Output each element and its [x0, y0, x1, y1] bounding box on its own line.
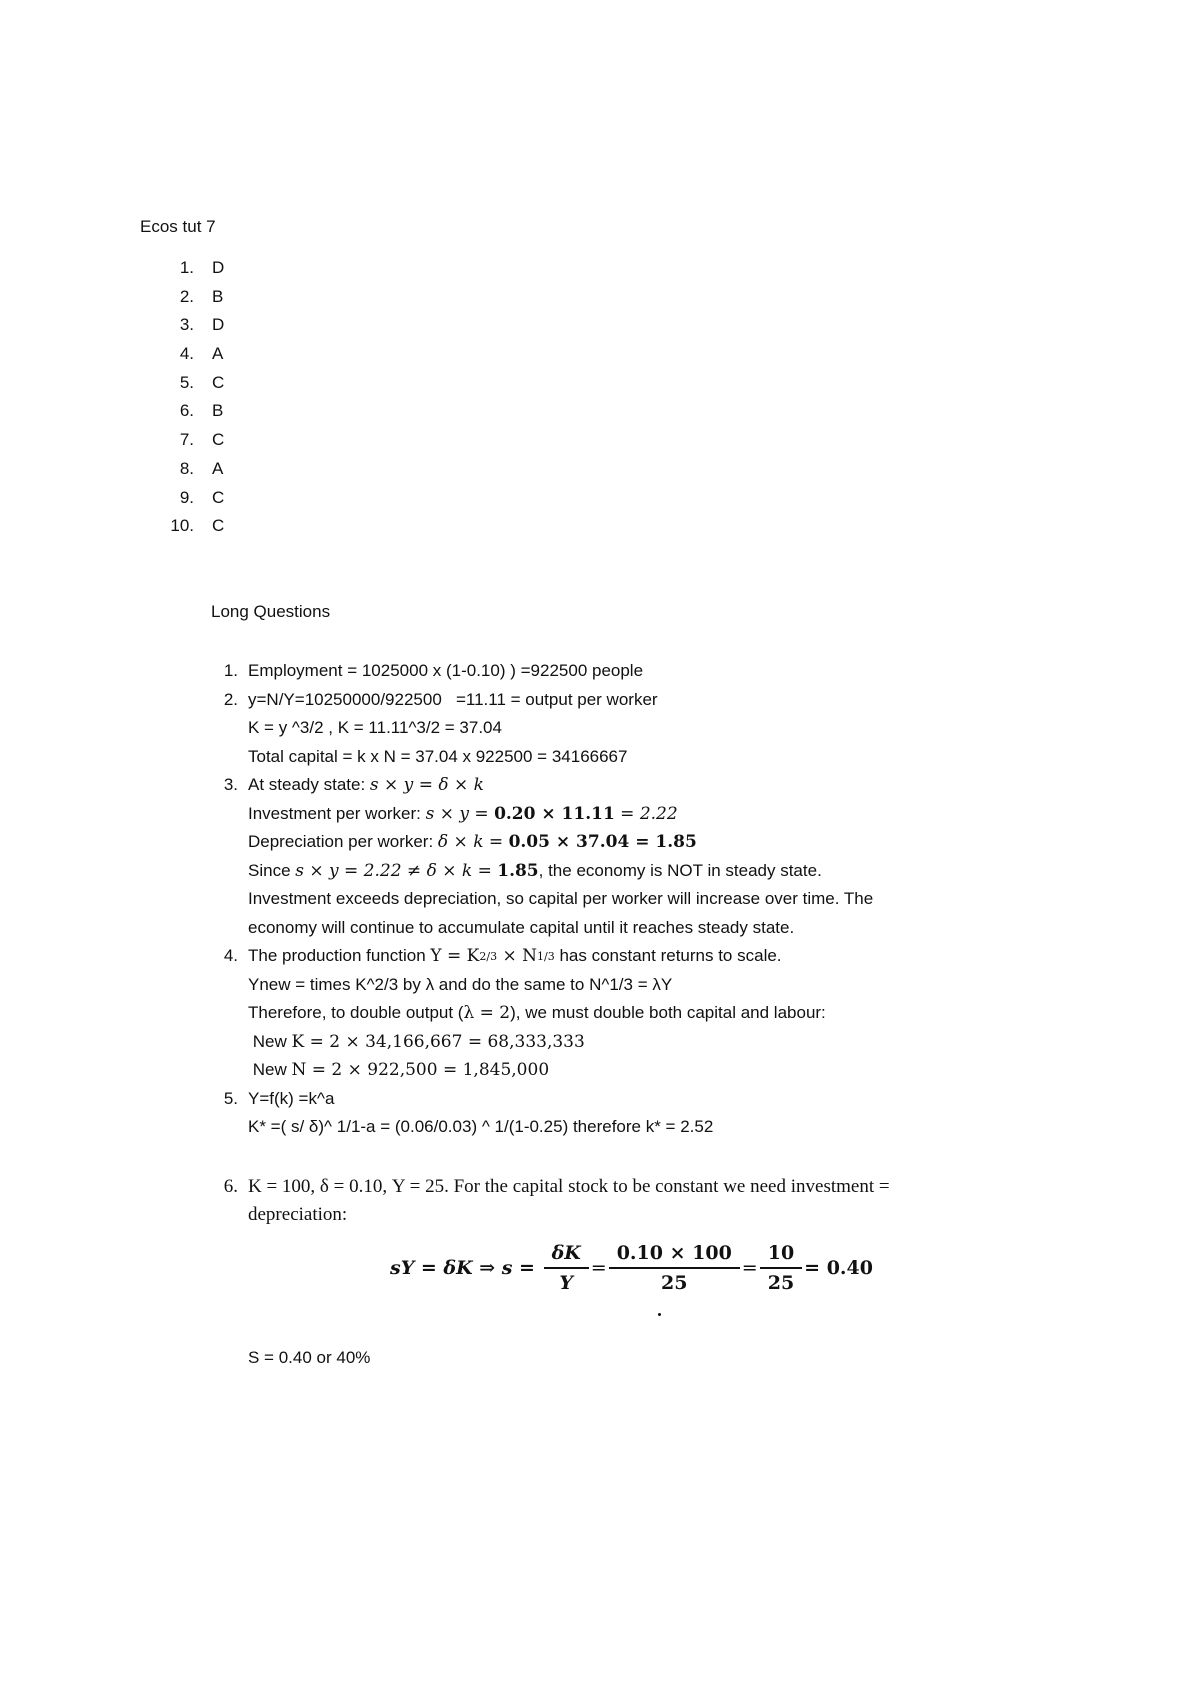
question-3-line: economy will continue to accumulate capital until it reaches steady state.	[248, 917, 795, 937]
question-3-line: Depreciation per worker: δ × k = 0.05 × 37.04 = 1.85	[248, 832, 697, 853]
list-item: 4. A	[179, 344, 224, 364]
question-1: 1. Employment = 1025000 x (1-0.10) ) =922500 people	[223, 661, 644, 681]
fraction: $\frac{10}{25}$	[764, 1242, 798, 1294]
fraction: $\frac{\delta K}{Y}$	[548, 1242, 585, 1294]
list-item: 9. C	[179, 487, 225, 507]
list-item: 10. C	[170, 516, 225, 536]
question-4-line: New K = 2 × 34,166,667 = 68,333,333	[248, 1031, 585, 1052]
question-3: 3. At steady state: s × y = δ × k	[223, 775, 484, 796]
list-item: 5. C	[179, 372, 225, 392]
list-item: 7. C	[179, 430, 225, 450]
question-5: 5. Y=f(k) =k^a	[223, 1088, 335, 1108]
question-6: 6. K = 100, δ = 0.10, Y = 25. For the capital stock to be constant we need investment = depreciation:	[223, 1176, 890, 1225]
question-4-line: New N = 2 × 922,500 = 1,845,000	[248, 1060, 550, 1081]
stray-dot	[658, 1313, 661, 1316]
question-5-line: K* =( s/ δ)^ 1/1-a = (0.06/0.03) ^ 1/(1-0.25) therefore k* = 2.52	[248, 1117, 714, 1137]
question-4: 4. The production function Y = K 2/3 × N 1/3 has constant returns to scale.	[223, 946, 782, 967]
question-4-line: Ynew = times K^2/3 by λ and do the same to N^1/3 = λY	[248, 974, 673, 994]
fraction: $\frac{0.10 \times 100}{25}$	[613, 1242, 736, 1294]
list-item: 8. A	[179, 458, 224, 478]
question-3-line: Since s × y = 2.22 ≠ δ × k = 1.85 , the economy is NOT in steady state.	[248, 860, 822, 881]
list-item: 1. D	[179, 258, 225, 277]
list-item: 3. D	[179, 315, 225, 335]
question-2-line: Total capital = k x N = 37.04 x 922500 = 34166667	[248, 746, 628, 766]
list-item: 2. B	[179, 286, 224, 306]
question-3-line: Investment per worker: s × y = 0.20 × 11.11 = 2.22	[248, 803, 678, 824]
final-answer: S = 0.40 or 40%	[248, 1348, 371, 1367]
savings-rate-equation: sY = δK ⇒ s = $\frac{\delta K}{Y}$ = $\frac{0.10 \times 100}{25}$ = $\frac{10}{25}$ = 0.40	[390, 1242, 873, 1294]
mcq-answer-list	[160, 258, 224, 545]
question-2: 2. y=N/Y=10250000/922500 =11.11 = output per worker	[223, 689, 658, 709]
question-3-line: Investment exceeds depreciation, so capital per worker will increase over time. The	[248, 889, 874, 909]
long-questions	[200, 657, 1100, 1142]
section-heading: Long Questions	[211, 602, 331, 621]
question-4-line: Therefore, to double output ( λ = 2 ), we must double both capital and labour:	[248, 1003, 826, 1024]
question-2-line: K = y ^3/2 , K = 11.11^3/2 = 37.04	[248, 718, 502, 738]
list-item: 6. B	[179, 401, 224, 421]
document-title: Ecos tut 7	[140, 217, 216, 236]
